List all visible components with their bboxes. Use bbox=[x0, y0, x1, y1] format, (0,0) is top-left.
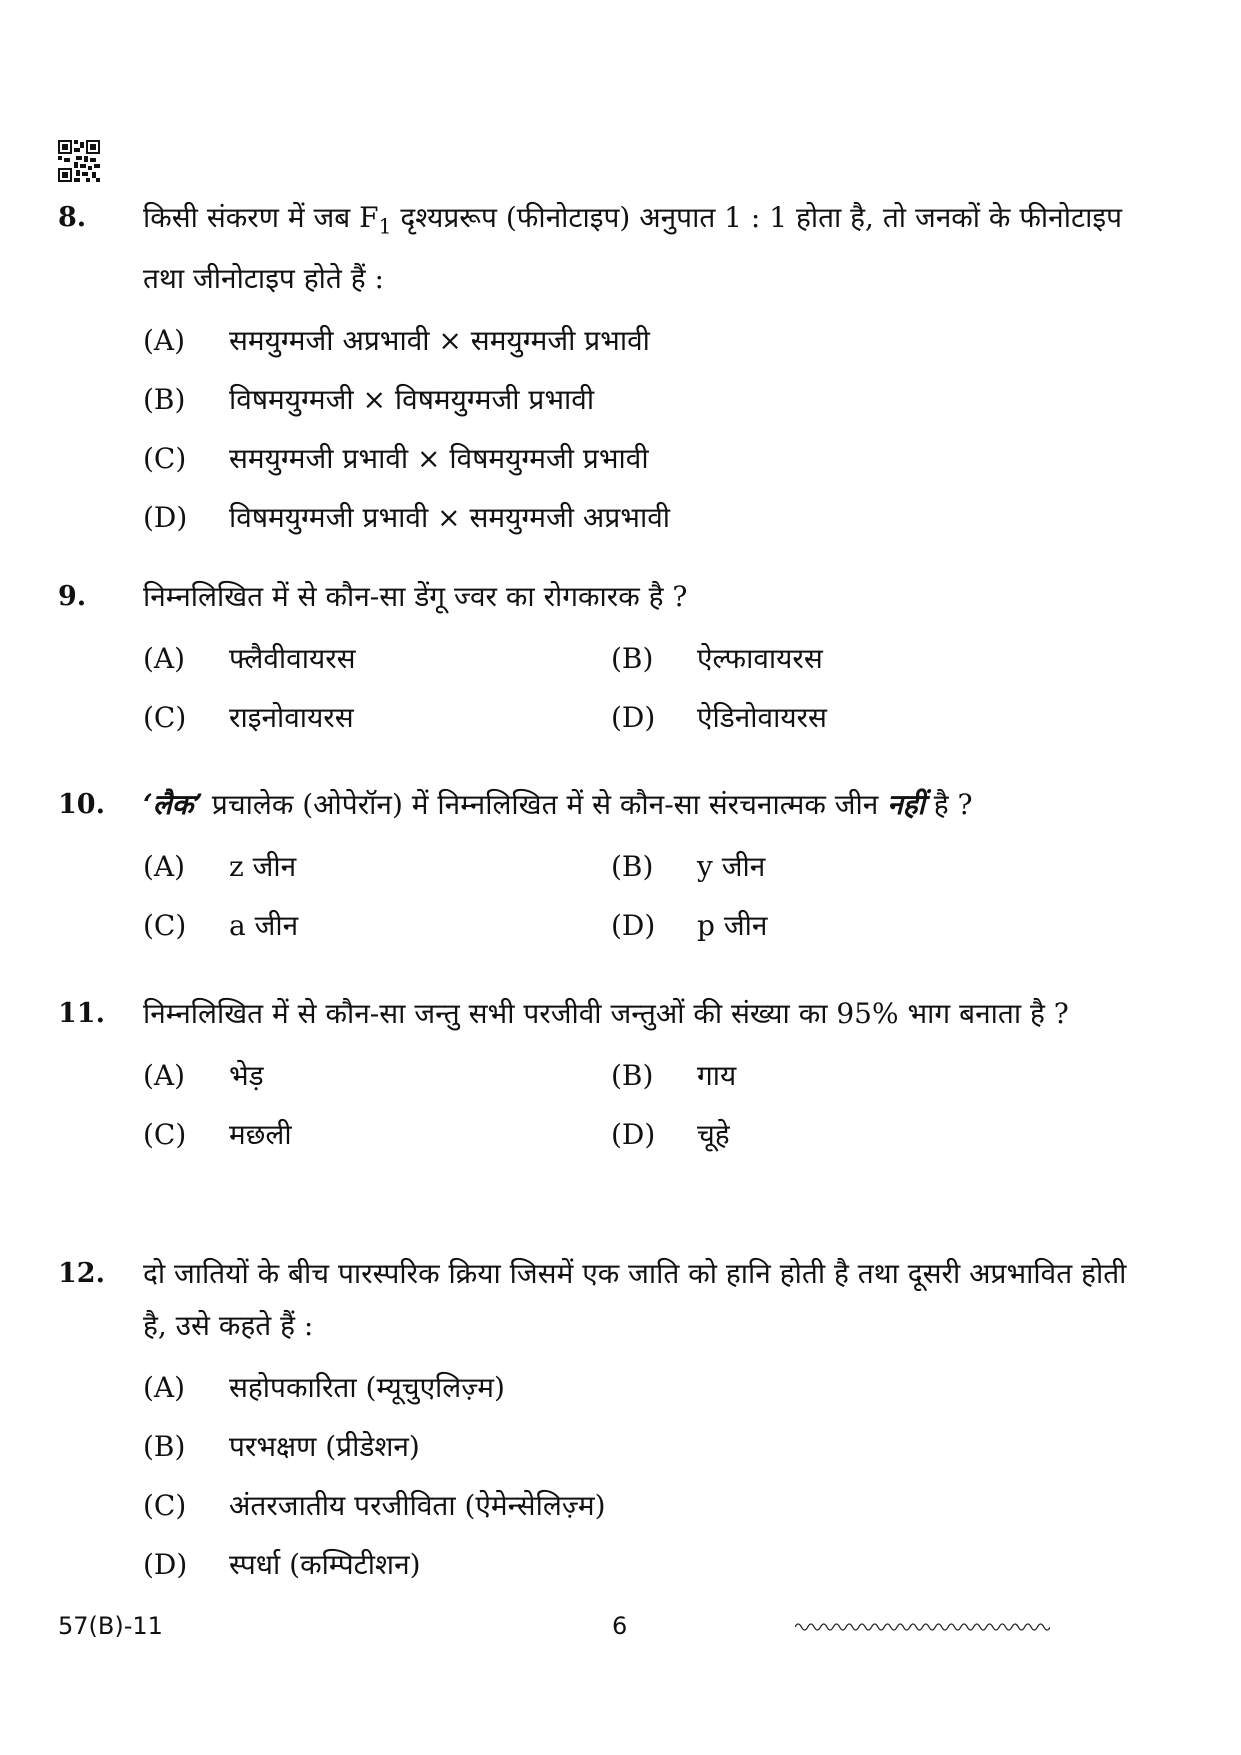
option-text: विषमयुग्मजी × विषमयुग्मजी प्रभावी bbox=[229, 382, 595, 416]
option-a bbox=[143, 315, 1138, 374]
option-label: (C) bbox=[143, 1489, 187, 1522]
wavy-line-decoration bbox=[795, 1620, 1050, 1634]
option-c bbox=[143, 692, 611, 751]
question-text: निम्नलिखित में से कौन-सा डेंगू ज्वर का रोगकारक है ? bbox=[143, 580, 688, 613]
option-text: गाय bbox=[697, 1059, 737, 1092]
option-b bbox=[611, 1050, 1071, 1109]
option-text: समयुग्मजी प्रभावी × विषमयुग्मजी प्रभावी bbox=[229, 441, 649, 475]
option-label: (A) bbox=[143, 850, 186, 883]
option-b bbox=[611, 841, 1071, 900]
question-text bbox=[143, 779, 1138, 831]
option-d bbox=[611, 1109, 1071, 1168]
quoted-term: ‘लैक’ bbox=[143, 788, 203, 821]
option-a bbox=[143, 633, 611, 692]
question-text-part: प्रचालेक (ओपेरॉन) में निम्नलिखित में से कौन-सा संरचनात्मक जीन bbox=[202, 788, 888, 821]
option-label: (A) bbox=[143, 323, 186, 357]
option-text: चूहे bbox=[697, 1118, 730, 1151]
option-c bbox=[143, 900, 611, 959]
option-d bbox=[611, 900, 1071, 959]
question-text-part: है ? bbox=[924, 788, 973, 821]
option-label: (D) bbox=[143, 1548, 188, 1581]
question-text bbox=[143, 192, 1138, 305]
option-c bbox=[143, 1480, 1138, 1539]
option-text: स्पर्धा (कम्पिटीशन) bbox=[229, 1548, 421, 1581]
option-label: (A) bbox=[143, 1059, 186, 1092]
question-text: निम्नलिखित में से कौन-सा जन्तु सभी परजीवी जन्तुओं की संख्या का 95% भाग बनाता है ? bbox=[143, 997, 1069, 1030]
question-9 bbox=[58, 571, 1138, 751]
options-grid bbox=[143, 841, 1138, 959]
question-text-part: दृश्यप्ररूप (फीनोटाइप) अनुपात 1 : 1 होता है, तो जनकों के फीनोटाइप तथा जीनोटाइप होते हैं : bbox=[143, 201, 1122, 295]
question-number: 10. bbox=[58, 789, 105, 820]
option-d bbox=[143, 1539, 1138, 1598]
option-text: अंतरजातीय परजीविता (ऐमेन्सेलिज़्म) bbox=[229, 1489, 606, 1522]
option-text: भेड़ bbox=[229, 1059, 264, 1092]
options-grid bbox=[143, 633, 1138, 751]
option-c bbox=[143, 433, 1138, 492]
option-label: (C) bbox=[143, 701, 187, 734]
option-b bbox=[611, 633, 1071, 692]
option-label: (B) bbox=[611, 1059, 654, 1092]
paper-code: 57(B)-11 bbox=[58, 1612, 163, 1640]
options-list bbox=[143, 1362, 1138, 1598]
option-label: (D) bbox=[143, 500, 188, 534]
option-label: (B) bbox=[611, 642, 654, 675]
page-number: 6 bbox=[612, 1612, 628, 1640]
option-text: विषमयुग्मजी प्रभावी × समयुग्मजी अप्रभावी bbox=[229, 500, 671, 534]
option-label: (C) bbox=[143, 1118, 187, 1151]
question-number: 9. bbox=[58, 581, 87, 612]
option-label: (A) bbox=[143, 1371, 186, 1404]
question-number: 12. bbox=[58, 1258, 105, 1289]
options-grid bbox=[143, 1050, 1138, 1168]
option-label: (D) bbox=[611, 701, 656, 734]
option-text: मछली bbox=[229, 1118, 292, 1151]
option-c bbox=[143, 1109, 611, 1168]
question-11 bbox=[58, 988, 1138, 1168]
option-label: (B) bbox=[143, 1430, 186, 1463]
question-number: 8. bbox=[58, 202, 87, 233]
question-12 bbox=[58, 1248, 1138, 1598]
question-8 bbox=[58, 192, 1138, 551]
option-label: (B) bbox=[143, 382, 186, 416]
options-list bbox=[143, 315, 1138, 551]
option-text: सहोपकारिता (म्यूचुएलिज़्म) bbox=[229, 1371, 505, 1404]
question-10 bbox=[58, 779, 1138, 959]
option-text: y जीन bbox=[697, 850, 766, 883]
option-text: फ्लैवीवायरस bbox=[229, 642, 356, 675]
option-text: ऐल्फावायरस bbox=[697, 642, 823, 675]
option-text: p जीन bbox=[697, 909, 768, 942]
option-a bbox=[143, 1362, 1138, 1421]
option-label: (D) bbox=[611, 909, 656, 942]
subscript: 1 bbox=[378, 214, 392, 239]
option-text: z जीन bbox=[229, 850, 297, 883]
option-label: (C) bbox=[143, 441, 187, 475]
option-text: राइनोवायरस bbox=[229, 701, 354, 734]
question-text: दो जातियों के बीच पारस्परिक क्रिया जिसमें एक जाति को हानि होती है तथा दूसरी अप्रभावित होती है, उसे कहते हैं : bbox=[143, 1257, 1127, 1342]
option-b bbox=[143, 1421, 1138, 1480]
option-label: (A) bbox=[143, 642, 186, 675]
option-text: परभक्षण (प्रीडेशन) bbox=[229, 1430, 420, 1463]
option-label: (D) bbox=[611, 1118, 656, 1151]
option-text: ऐडिनोवायरस bbox=[697, 701, 827, 734]
question-text-part: किसी संकरण में जब F bbox=[143, 201, 379, 234]
option-b bbox=[143, 374, 1138, 433]
option-label: (C) bbox=[143, 909, 187, 942]
qr-code-icon bbox=[58, 140, 100, 182]
emphasis-not: नहीं bbox=[887, 788, 925, 821]
option-text: समयुग्मजी अप्रभावी × समयुग्मजी प्रभावी bbox=[229, 323, 650, 357]
option-d bbox=[611, 692, 1071, 751]
option-a bbox=[143, 841, 611, 900]
question-number: 11. bbox=[58, 998, 105, 1029]
option-text: a जीन bbox=[229, 909, 299, 942]
option-d bbox=[143, 492, 1138, 551]
option-label: (B) bbox=[611, 850, 654, 883]
option-a bbox=[143, 1050, 611, 1109]
